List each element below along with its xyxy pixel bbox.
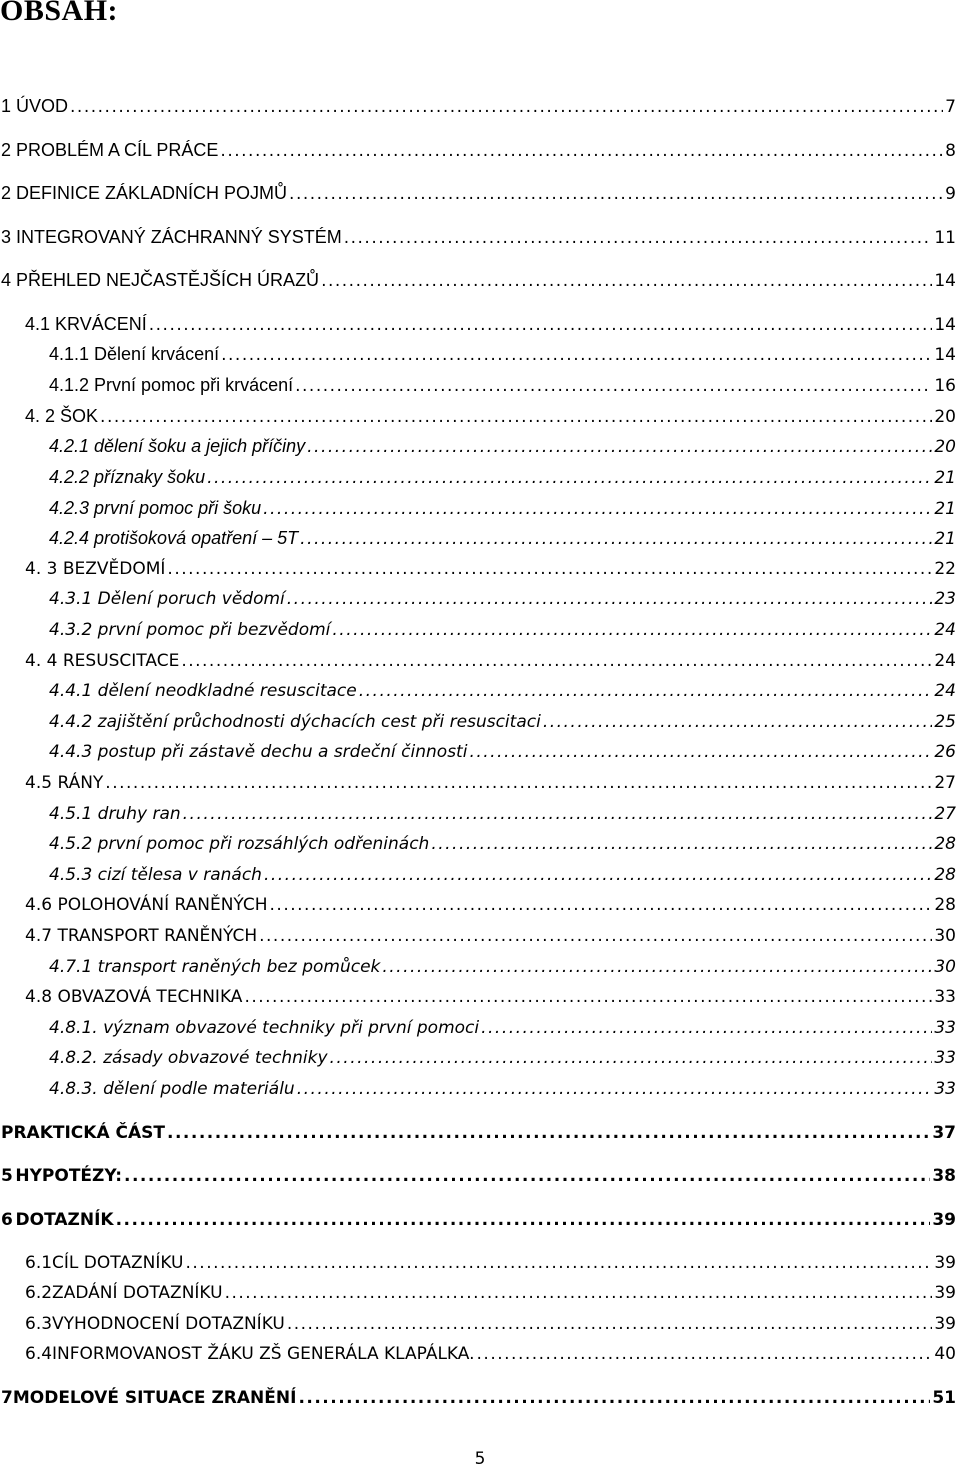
toc-label: 4. 3 BEZVĚDOMÍ — [25, 559, 166, 579]
toc-label: 4.7 TRANSPORT RANĚNÝCH — [25, 926, 258, 946]
toc-page: 21 — [934, 468, 956, 488]
toc-page: 39 — [934, 1314, 956, 1334]
toc-page: 21 — [934, 529, 956, 549]
toc-page: 20 — [934, 407, 956, 427]
toc-entry-sok[interactable] — [25, 404, 956, 428]
toc-number: 6 — [1, 1210, 13, 1230]
toc-label: 4.6 POLOHOVÁNÍ RANĚNÝCH — [25, 895, 268, 915]
toc-entry-postup-zastave[interactable] — [49, 740, 956, 764]
toc-page: 9 — [945, 184, 956, 204]
toc-label: 4.1 KRVÁCENÍ — [25, 314, 147, 334]
toc-entry-rany[interactable] — [25, 771, 956, 795]
toc-label: VYHODNOCENÍ DOTAZNÍKU — [52, 1314, 285, 1334]
toc-entry-prvni-pomoc-krvaceni[interactable] — [49, 373, 956, 397]
toc-label: 2 DEFINICE ZÁKLADNÍCH POJMŮ — [1, 183, 288, 203]
toc-label: 4.2.2 příznaky šoku — [49, 467, 206, 487]
toc-page: 14 — [934, 345, 956, 365]
toc-page: 38 — [932, 1166, 956, 1186]
page-title: OBSAH: — [0, 0, 119, 27]
toc-entry-odreniny[interactable] — [49, 832, 956, 856]
toc-label: 4.1.1 Dělení krvácení — [49, 344, 220, 364]
toc-entry-vyhodnoceni-dotazniku[interactable] — [25, 1312, 956, 1336]
toc-label: 4.8.1. význam obvazové techniky při první pomoci — [49, 1018, 480, 1038]
toc-label: 4.2.4 protišoková opatření – 5T — [49, 528, 299, 548]
toc-number: 7 — [1, 1388, 13, 1408]
toc-entry-definice[interactable] — [1, 181, 956, 205]
toc-page: 14 — [934, 315, 956, 335]
toc-page: 7 — [945, 97, 956, 117]
toc-entry-deleni-krvaceni[interactable] — [49, 342, 956, 366]
toc-label: ZADÁNÍ DOTAZNÍKU — [52, 1283, 223, 1303]
toc-label: 4. 2 ŠOK — [25, 406, 99, 426]
toc-page: 33 — [934, 1079, 956, 1099]
toc-page: 24 — [934, 681, 956, 701]
toc-page: 33 — [934, 1048, 956, 1068]
toc-label: PRAKTICKÁ ČÁST — [1, 1123, 165, 1143]
toc-label: 4.5.1 druhy ran — [49, 804, 181, 824]
toc-page: 27 — [934, 804, 956, 824]
toc-label: 4 PŘEHLED NEJČASTĚJŠÍCH ÚRAZŮ — [1, 270, 320, 290]
toc-label: 4.2.3 první pomoc při šoku — [49, 498, 262, 518]
toc-label: 4.2.1 dělení šoku a jejich příčiny — [49, 436, 306, 456]
toc-entry-deleni-resuscitace[interactable] — [49, 679, 956, 703]
toc-label: 4.8 OBVAZOVÁ TECHNIKA — [25, 987, 243, 1007]
toc-entry-modelove-situace[interactable] — [1, 1386, 956, 1410]
toc-page: 28 — [934, 865, 956, 885]
toc-entry-transport-bez-pomucek[interactable] — [49, 955, 956, 979]
toc-page: 28 — [934, 834, 956, 854]
toc-page: 37 — [932, 1123, 956, 1143]
toc-label: 4.3.1 Dělení poruch vědomí — [49, 589, 285, 609]
toc-label: 4.8.2. zásady obvazové techniky — [49, 1048, 328, 1068]
toc-label: 2 PROBLÉM A CÍL PRÁCE — [1, 140, 219, 160]
toc-page: 24 — [934, 651, 956, 671]
toc-entry-bezvedomi[interactable] — [25, 557, 956, 581]
toc-label: 3 INTEGROVANÝ ZÁCHRANNÝ SYSTÉM — [1, 227, 342, 247]
toc-label: 1 ÚVOD — [1, 96, 69, 116]
toc-page: 40 — [934, 1344, 956, 1364]
toc-entry-hypotezy[interactable] — [1, 1164, 956, 1188]
toc-entry-druhy-ran[interactable] — [49, 802, 956, 826]
toc-label: INFORMOVANOST ŽÁKU ZŠ GENERÁLA KLAPÁLKA. — [52, 1344, 475, 1364]
toc-page: 39 — [932, 1210, 956, 1230]
toc-label: 4. 4 RESUSCITACE — [25, 651, 180, 671]
toc-entry-prvni-pomoc-bezvedomi[interactable] — [49, 618, 956, 642]
toc-page: 8 — [945, 141, 956, 161]
toc-entry-krvaceni[interactable] — [25, 312, 956, 336]
toc-page: 24 — [934, 620, 956, 640]
toc-label: 4.4.3 postup při zástavě dechu a srdeční činnosti — [49, 742, 468, 762]
toc-entry-zasady-obvazove[interactable] — [49, 1046, 956, 1070]
toc-label: 4.1.2 První pomoc při krvácení — [49, 375, 294, 395]
toc-label: 4.5.2 první pomoc při rozsáhlých odřeninách — [49, 834, 430, 854]
toc-number: 6.3 — [25, 1314, 53, 1334]
toc-page: 20 — [934, 437, 956, 457]
toc-label: 4.4.2 zajištění průchodnosti dýchacích cest při resuscitaci — [49, 712, 541, 732]
toc-entry-polohovani[interactable] — [25, 893, 956, 917]
toc-page: 51 — [932, 1388, 956, 1408]
toc-page: 30 — [934, 957, 956, 977]
toc-number: 6.4 — [25, 1344, 53, 1364]
toc-page: 28 — [934, 895, 956, 915]
toc-label: 4.4.1 dělení neodkladné resuscitace — [49, 681, 357, 701]
toc-page: 23 — [934, 589, 956, 609]
toc-page: 22 — [934, 559, 956, 579]
toc-page: 39 — [934, 1283, 956, 1303]
toc-entry-prvni-pomoc-soku[interactable] — [49, 496, 956, 520]
toc-label: MODELOVÉ SITUACE ZRANĚNÍ — [12, 1388, 297, 1408]
toc-number: 5 — [1, 1166, 13, 1186]
toc-page: 33 — [934, 1018, 956, 1038]
toc-entry-transport[interactable] — [25, 924, 956, 948]
toc-page: 11 — [934, 228, 956, 248]
toc-entry-zadani-dotazniku[interactable] — [25, 1281, 956, 1305]
toc-entry-prehled[interactable] — [1, 268, 956, 292]
toc-entry-uvod[interactable] — [1, 94, 956, 118]
toc-entry-problem[interactable] — [1, 138, 956, 162]
toc-entry-obvazova-technika[interactable] — [25, 985, 956, 1009]
toc-label: HYPOTÉZY: — [15, 1166, 123, 1186]
toc-label: 4.7.1 transport raněných bez pomůcek — [49, 957, 381, 977]
toc-number: 6.1 — [25, 1253, 53, 1273]
toc-entry-prakticka-cast[interactable] — [1, 1121, 956, 1145]
toc-page: 16 — [934, 376, 956, 396]
toc-entry-cil-dotazniku[interactable] — [25, 1251, 956, 1275]
toc-entry-deleni-soku[interactable] — [49, 434, 956, 458]
toc-entry-protisokova[interactable] — [49, 526, 956, 550]
toc-page: 21 — [934, 499, 956, 519]
toc-entry-dotaznik[interactable] — [1, 1208, 956, 1232]
toc-page: 39 — [934, 1253, 956, 1273]
toc-page: 14 — [934, 271, 956, 291]
toc-page: 33 — [934, 987, 956, 1007]
toc-entry-deleni-materialu[interactable] — [49, 1077, 956, 1101]
toc-entry-zajisteni-pruchodnosti[interactable] — [49, 710, 956, 734]
toc-label: 4.3.2 první pomoc při bezvědomí — [49, 620, 331, 640]
toc-entry-cizi-telesa[interactable] — [49, 863, 956, 887]
toc-number: 6.2 — [25, 1283, 53, 1303]
toc-label: DOTAZNÍK — [15, 1210, 114, 1230]
toc-entry-vyznam-obvazove[interactable] — [49, 1016, 956, 1040]
toc-entry-izs[interactable] — [1, 225, 956, 249]
page-number: 5 — [474, 1449, 486, 1469]
toc-page: 26 — [934, 742, 956, 762]
toc-label: CÍL DOTAZNÍKU — [52, 1253, 184, 1273]
toc-entry-informovanost[interactable] — [25, 1342, 956, 1366]
toc-entry-resuscitace[interactable] — [25, 649, 956, 673]
toc-entry-priznaky-soku[interactable] — [49, 465, 956, 489]
toc-page: 25 — [934, 712, 956, 732]
toc-label: 4.5.3 cizí tělesa v ranách — [49, 865, 262, 885]
toc-page: 27 — [934, 773, 956, 793]
toc-page: 30 — [934, 926, 956, 946]
toc-label: 4.8.3. dělení podle materiálu — [49, 1079, 295, 1099]
toc-entry-deleni-poruch[interactable] — [49, 587, 956, 611]
toc-label: 4.5 RÁNY — [25, 773, 104, 793]
